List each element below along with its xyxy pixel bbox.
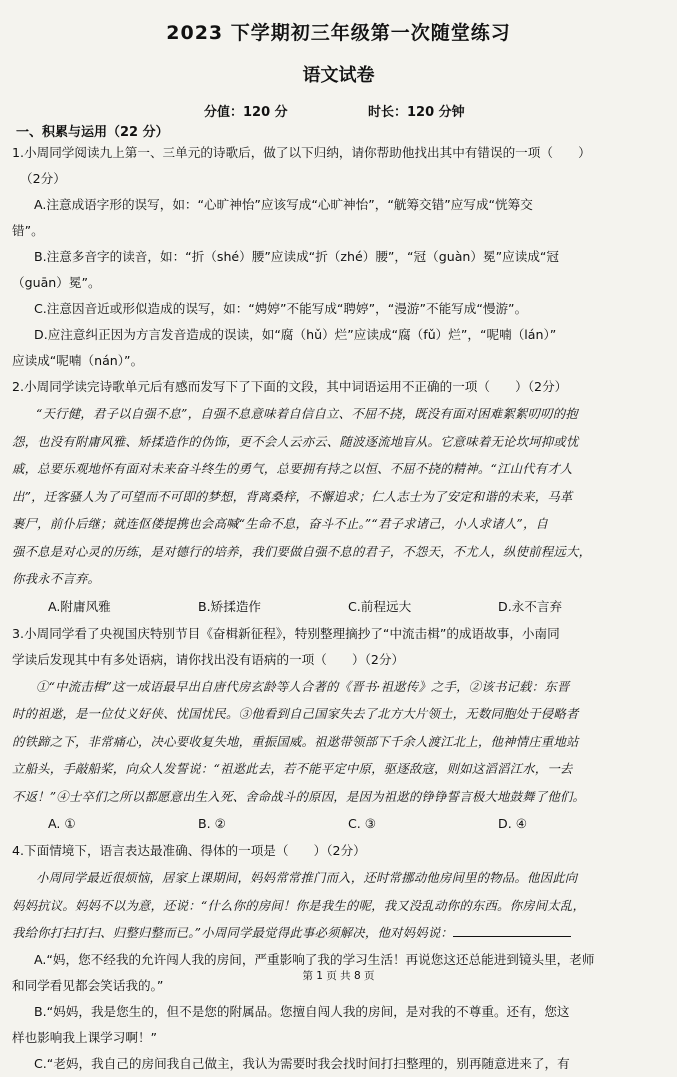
q4-option-b: B.“妈妈，我是您生的，但不是您的附属品。您擅自闯人我的房间，是对我的不尊重。还有，您这 [34, 1003, 570, 1019]
q3-option-a: A. ① [48, 816, 76, 831]
q3-option-c: C. ③ [348, 816, 377, 831]
q2-passage-line: 戚，总要乐观地怀有面对未来奋斗终生的勇气，总要拥有持之以恒、不屈不挠的精神。“江山代有才人 [12, 461, 573, 476]
section-heading: 一、积累与运用（22 分） [16, 125, 169, 140]
exam-subtitle: 语文试卷 [302, 65, 375, 86]
q4-option-b-cont: 样也影响我上课学习啊！” [12, 1029, 158, 1045]
q4-passage-line [12, 919, 651, 947]
q2-option-b: B.矫揉造作 [198, 598, 262, 614]
q3-passage-line: 不返！”④士卒们之所以都愿意出生入死、舍命战斗的原因，是因为祖逖的铮铮誓言极大地鼓舞了他们。 [12, 788, 586, 804]
page-footer: 第 1 页 共 8 页 [302, 970, 375, 982]
exam-meta [26, 101, 651, 119]
q3-passage-line: ①“中流击楫”这一成语最早出自唐代房玄龄等人合著的《晋书·祖逖传》之手，②该书记载：东晋 [36, 678, 570, 694]
answer-blank[interactable] [453, 922, 571, 937]
q1-option-a: A.注意成语字形的误写，如：“心旷神怡”应该写成“心旷神怡”，“觥筹交错”应写成“恍筹交 [34, 197, 533, 212]
q1-option-d-cont: 应读成“呢喃（nán）”。 [12, 353, 144, 368]
q4-passage-text: 我给你打扫打扫、归整归整而已。”小周同学最觉得此事必须解决，他对妈妈说： [12, 925, 454, 940]
question-3 [12, 621, 651, 839]
q3-option-b: B. ② [198, 816, 226, 831]
q1-stem-points: （2分） [20, 171, 66, 186]
q2-passage-line: 你我永不言弃。 [12, 571, 101, 586]
q3-option-d: D. ④ [498, 816, 527, 831]
time-info: 时长：120 分钟 [368, 105, 465, 120]
q4-passage-line: 妈妈抗议。妈妈不以为意，还说：“什么你的房间！你是我生的呢，我又没乱动你的东西。你房间太乱， [12, 897, 586, 913]
q4-option-a: A.“妈，您不经我的允许闯人我的房间，严重影响了我的学习生活！再说您这还总能进到镜头里，老师 [34, 951, 595, 967]
q3-passage-line: 立船头，手敲船桨，向众人发誓说：“祖逖此去，若不能平定中原，驱逐敌寇，则如这滔滔江水，一去 [12, 761, 573, 776]
question-4 [12, 838, 651, 1077]
q3-options [12, 810, 651, 838]
q1-option-b: B.注意多音字的读音，如：“折（shé）腰”应读成“折（zhé）腰”，“冠（guàn）冕”应读成“冠 [34, 249, 560, 264]
q1-option-b-cont: （guān）冕”。 [12, 275, 101, 290]
q1-option-c: C.注意因音近或形似造成的误写，如：“娉婷”不能写成“聘婷”，“漫游”不能写成“慢游”。 [34, 301, 528, 316]
q3-stem-cont: 学读后发现其中有多处语病，请你找出没有语病的一项（ ）（2分） [12, 651, 405, 667]
q2-passage-line: “天行健，君子以自强不息”，自强不息意味着自信自立、不屈不挠，既没有面对困难絮絮叨叨的抱 [36, 406, 578, 421]
q3-passage-line: 的铁蹄之下，非常痛心，决心要收复失地，重振国威。祖逖带领部下千余人渡江北上，他神情庄重地站 [12, 733, 579, 749]
question-2 [12, 374, 651, 621]
q2-option-c: C.前程远大 [348, 598, 412, 614]
q2-passage-line: 裹尸，前仆后继；就连伛偻提携也会高喊“生命不息，奋斗不止。”“君子求诸己，小人求诸人”，自 [12, 516, 549, 531]
q4-option-a-cont: 和同学看见都会笑话我的。” [12, 977, 164, 993]
q4-passage-line: 小周同学最近很烦恼，居家上课期间，妈妈常常推门而入，还时常挪动他房间里的物品。他因此向 [36, 870, 578, 885]
q1-option-a-cont: 错”。 [12, 223, 44, 238]
q2-passage-line: 出”，迁客骚人为了可望而不可即的梦想，背离桑梓，不懈追求；仁人志士为了安定和谐的未来，马革 [12, 488, 573, 504]
q3-stem: 3.小周同学看了央视国庆特别节目《奋楫新征程》，特别整理摘抄了“中流击楫”的成语故事，小南同 [12, 625, 560, 641]
exam-title: 2023 下学期初三年级第一次随堂练习 [166, 22, 511, 44]
q4-option-c: C.“老妈，我自己的房间我自己做主，我认为需要时我会找时间打扫整理的，别再随意进来了，有 [34, 1055, 570, 1071]
q4-stem: 4.下面情境下，语言表达最准确、得体的一项是（ ）（2分） [12, 843, 366, 858]
question-1 [12, 140, 651, 374]
q2-options [12, 593, 651, 621]
q2-option-a: A.附庸风雅 [48, 598, 111, 614]
q1-stem: 1.小周同学阅读九上第一、三单元的诗歌后，做了以下归纳，请你帮助他找出其中有错误的一项（ ） [12, 145, 591, 160]
q3-passage-line: 时的祖逖，是一位仗义好侠、忧国忧民。③他看到自己国家失去了北方大片领土，无数同胞处于侵略者 [12, 706, 579, 721]
q1-option-d: D.应注意纠正因为方言发音造成的误读，如“腐（hǔ）烂”应读成“腐（fǔ）烂”，“呢喃（lán）” [34, 327, 557, 342]
score-info: 分值：120 分 [204, 105, 288, 120]
q2-option-d: D.永不言弃 [498, 598, 563, 614]
q2-passage-line: 强不息是对心灵的历练，是对德行的培养，我们要做自强不息的君子，不怨天，不尤人，纵使前程远大， [12, 543, 592, 559]
q2-passage-line: 怨，也没有附庸风雅、矫揉造作的伪饰，更不会人云亦云、随波逐流地盲从。它意味着无论坎坷抑或忧 [12, 433, 579, 449]
q2-stem: 2.小周同学读完诗歌单元后有感而发写下了下面的文段，其中词语运用不正确的一项（ ）（2分） [12, 379, 568, 394]
